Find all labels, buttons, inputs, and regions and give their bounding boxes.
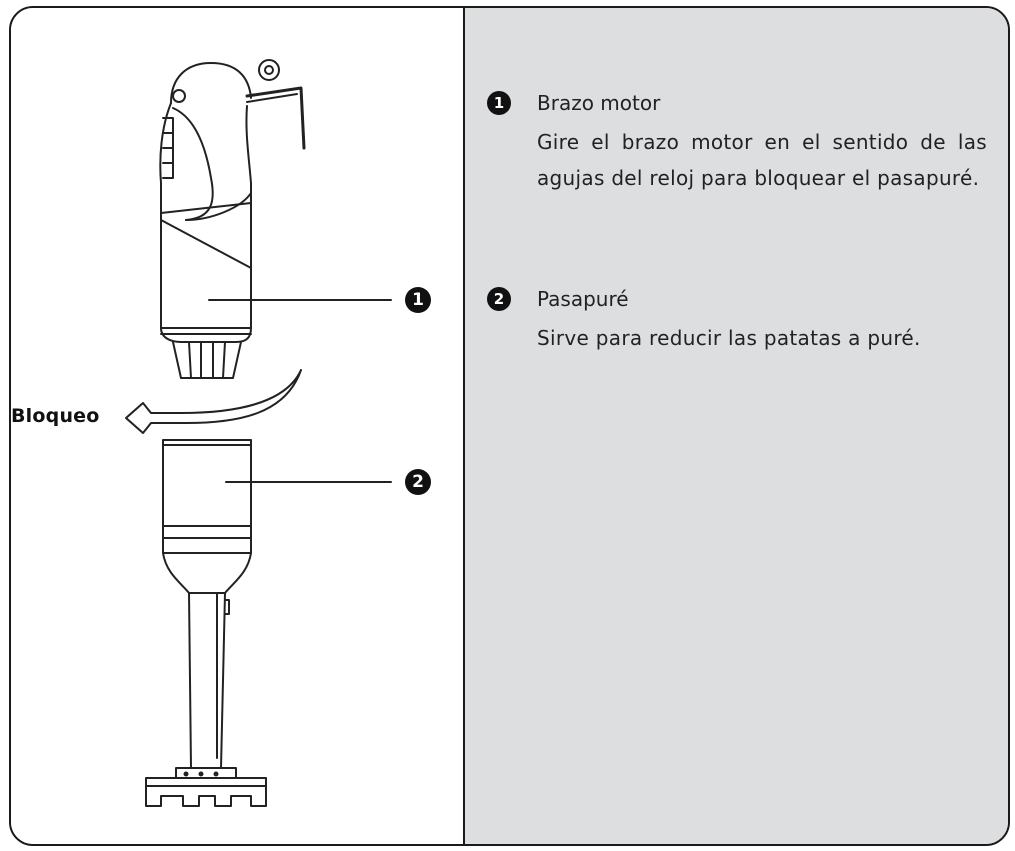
callout-2: 2 [405, 469, 431, 495]
item-title: Pasapuré [537, 287, 629, 311]
callout-1: 1 [405, 287, 431, 313]
lock-label: Bloqueo [11, 405, 100, 427]
number-badge: 2 [487, 287, 511, 311]
item-title: Brazo motor [537, 91, 661, 115]
item-description: Sirve para reducir las patatas a puré. [537, 326, 921, 350]
illustration-panel [11, 8, 463, 844]
description-panel [465, 8, 1008, 844]
number-badge: 1 [487, 91, 511, 115]
instruction-frame [9, 6, 1010, 846]
item-description: Gire el brazo motor en el sentido de las agujas del reloj para bloquear el pasapuré. [537, 130, 987, 190]
hand-blender-illustration [11, 8, 463, 846]
